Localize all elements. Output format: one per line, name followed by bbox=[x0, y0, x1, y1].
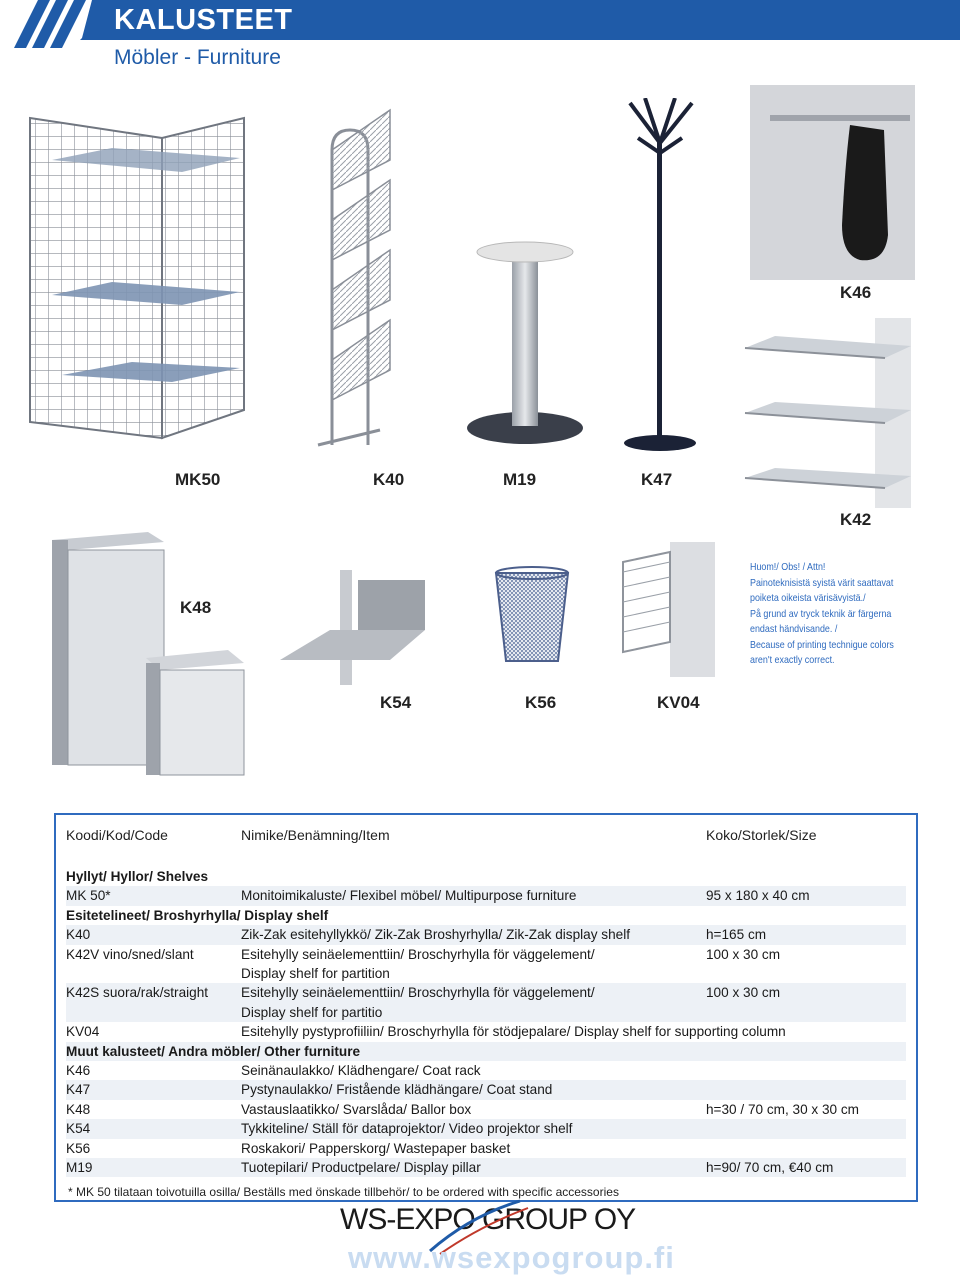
table-row: K54 Tykkiteline/ Ställ för dataprojektor/ Video projektor shelf bbox=[66, 1119, 906, 1138]
table-row: K47 Pystynaulakko/ Fristående klädhängare/ Coat stand bbox=[66, 1080, 906, 1099]
company-logo: WS-EXPO GROUP OY bbox=[340, 1203, 636, 1236]
code-label-k54: K54 bbox=[380, 693, 412, 712]
header-size: Koko/Storlek/Size bbox=[706, 827, 817, 843]
page-subtitle: Möbler - Furniture bbox=[114, 46, 281, 69]
website-url[interactable]: www.wsexpogroup.fi bbox=[348, 1240, 675, 1275]
kv04-column-shelf-image bbox=[615, 542, 715, 677]
k46-coat-rack-image bbox=[750, 85, 915, 280]
code-label-m19: M19 bbox=[503, 470, 537, 489]
code-label-k42: K42 bbox=[840, 510, 872, 529]
section-heading: Hyllyt/ Hyllor/ Shelves bbox=[66, 869, 209, 884]
table-row: K48 Vastauslaatikko/ Svarslåda/ Ballor box h=30 / 70 cm, 30 x 30 cm bbox=[66, 1101, 860, 1117]
k40-zikzak-shelf-image bbox=[310, 100, 400, 455]
table-row: K56 Roskakori/ Papperskorg/ Wastepaper basket bbox=[66, 1140, 511, 1156]
table-row: K40 Zik-Zak esitehyllykkö/ Zik-Zak Broshyrhylla/ Zik-Zak display shelf h=165 cm bbox=[66, 925, 906, 944]
code-label-k48: K48 bbox=[180, 598, 212, 617]
product-table-panel bbox=[54, 813, 918, 1202]
k54-projector-shelf-image bbox=[270, 570, 430, 685]
product-table bbox=[66, 867, 906, 1177]
code-label-k40: K40 bbox=[373, 470, 405, 489]
page-title: KALUSTEET bbox=[114, 4, 293, 36]
k47-coat-stand-image bbox=[620, 98, 700, 453]
mk50-grid-shelf-image bbox=[22, 110, 252, 455]
table-row: K42S suora/rak/straight Esitehylly seinäelementtiin/ Broschyrhylla för väggelement/ 100 x 30 cm Display shelf for partitio bbox=[66, 983, 906, 1022]
table-row: MK 50* Monitoimikaluste/ Flexibel möbel/ Multipurpose furniture 95 x 180 x 40 cm bbox=[66, 886, 906, 905]
code-label-mk50: MK50 bbox=[175, 470, 221, 489]
page-header bbox=[0, 0, 960, 78]
k42-display-shelves-image bbox=[735, 318, 915, 508]
section-heading: Esitetelineet/ Broshyrhylla/ Display shelf bbox=[66, 907, 329, 923]
code-label-kv04: KV04 bbox=[657, 693, 700, 712]
code-label-k47: K47 bbox=[641, 470, 673, 489]
k56-wastepaper-basket-image bbox=[492, 565, 572, 665]
color-disclaimer-note: Huom!/ Obs! / Attn! Painoteknisistä syistä värit saattavat poiketa oikeista värisävyistä./ På grund av tryck teknik är färgerna endast händvisande. / Because of printing technigue colors aren't exactly correct. bbox=[750, 561, 894, 666]
header-item: Nimike/Benämning/Item bbox=[241, 827, 390, 843]
header-code: Koodi/Kod/Code bbox=[66, 827, 168, 843]
table-row: K46 Seinänaulakko/ Klädhengare/ Coat rack bbox=[66, 1062, 481, 1078]
table-row: K42V vino/sned/slant Esitehylly seinäelementtiin/ Broschyrhylla för väggelement/ 100 x 30 cm Display shelf for partition bbox=[66, 946, 781, 981]
section-heading: Muut kalusteet/ Andra möbler/ Other furniture bbox=[66, 1042, 906, 1061]
footnote: * MK 50 tilataan toivotuilla osilla/ Beställs med önskade tillbehör/ to be ordered with specific accessories bbox=[68, 1185, 619, 1199]
code-label-k46: K46 bbox=[840, 283, 872, 302]
header-stripes-graphic bbox=[0, 0, 105, 48]
m19-display-pillar-image bbox=[460, 238, 590, 453]
k48-ballot-box-image bbox=[48, 528, 248, 778]
table-row: KV04 Esitehylly pystyprofiiliin/ Broschyrhylla för stödjepalare/ Display shelf for supporting column bbox=[66, 1024, 786, 1040]
code-label-k56: K56 bbox=[525, 693, 557, 712]
table-row: M19 Tuotepilari/ Productpelare/ Display pillar h=90/ 70 cm, €40 cm bbox=[66, 1158, 906, 1177]
